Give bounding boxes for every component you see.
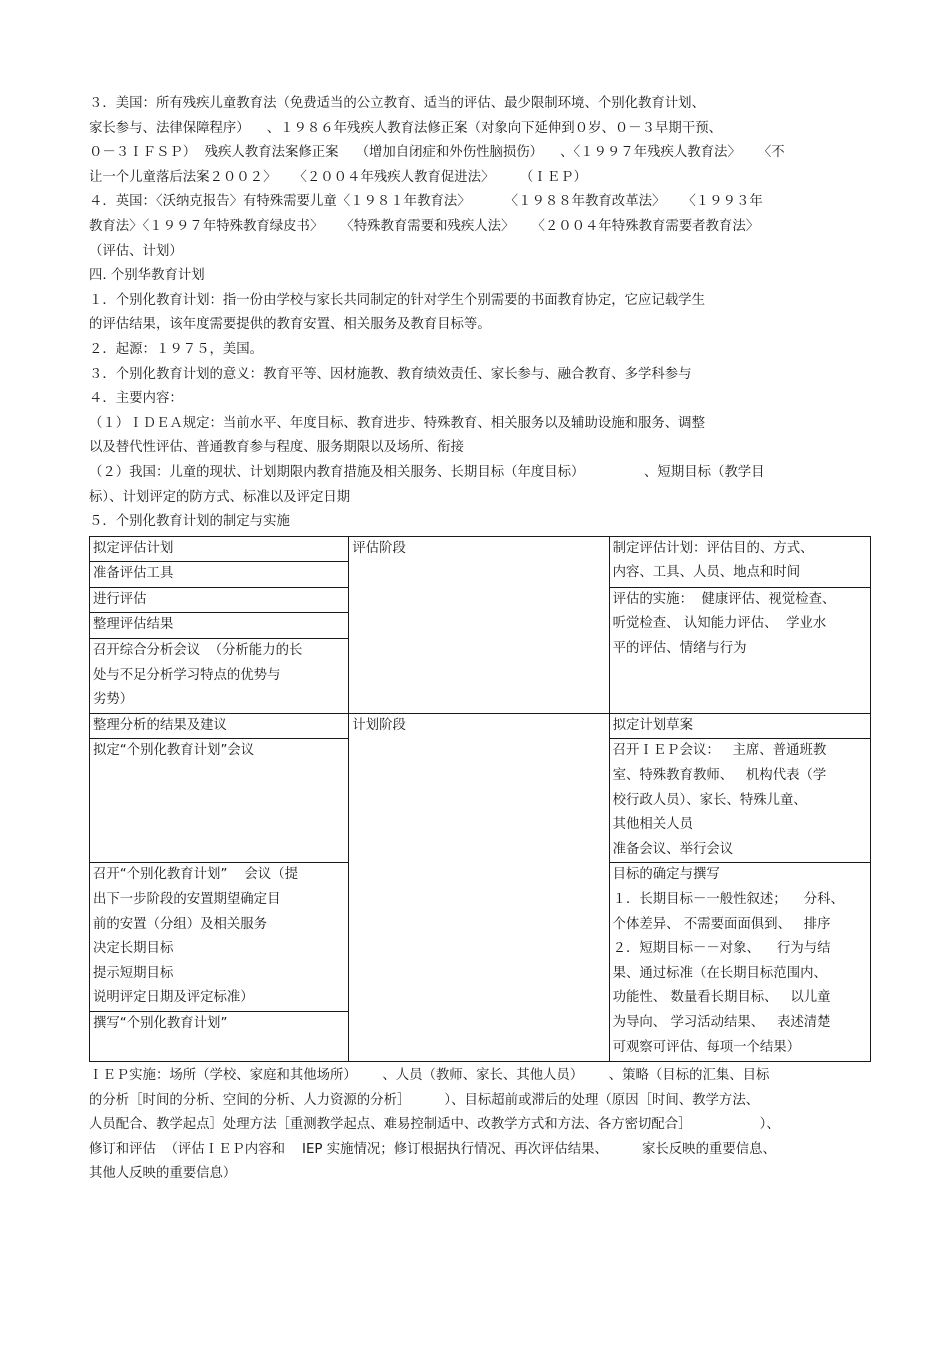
assess-step-cell: 准备评估工具 [90, 562, 349, 588]
implementation-section [89, 1064, 869, 1187]
text-line: ０－３ＩＦＳＰ） 残疾人教育法案修正案 （增加自闭症和外伤性脑损伤） 、〈１９９７年残疾人教育法〉 〈不 [89, 145, 785, 161]
text-line: ＩＥＰ实施：场所（学校、家庭和其他场所） 、人员（教师、家长、其他人员） 、策略（目标的汇集、目标 [89, 1068, 770, 1083]
text-line: 标）、计划评定的防方式、标准以及评定日期 [89, 489, 351, 505]
text-line: 修订和评估 （评估ＩＥＰ内容和 IEP 实施情况；修订根据执行情况、再次评估结果、 家长反映的重要信息、 [89, 1141, 776, 1157]
assess-step-cell: 进行评估 [90, 587, 349, 613]
text-line: （评估、计划） [89, 243, 183, 259]
plan-stage-cell: 计划阶段 [349, 713, 609, 1061]
plan-step-cell: 撰写“个别化教育计划” [90, 1012, 349, 1062]
text-line: 家长参与、法律保障程序） 、１９８６年残疾人教育法修正案（对象向下延伸到０岁、０－３早期干预、 [89, 120, 722, 136]
text-line: 的分析［时间的分析、空间的分析、人力资源的分析］ ）、目标超前或滞后的处理（原因［时间、教学方法、 [89, 1092, 760, 1108]
plan-detail-cell: 目标的确定与撰写 １．长期目标－一般性叙述； 分科、 个体差异、 不需要面面俱到、 排序 ２．短期目标－－对象、 行为与结 果、通过标准（在长期目标范围内、 功能性、 数量看长期目标、 以儿童 为导向、 学习活动结果、 表述清楚 可观察可评估、每项一个结果） [609, 863, 870, 1062]
intro-section [89, 92, 869, 535]
text-line: 其他人反映的重要信息） [89, 1166, 237, 1182]
text-line: ２．起源：１９７５，美国。 [89, 341, 264, 357]
text-line: ４．英国：〈沃纳克报告〉有特殊需要儿童〈１９８１年教育法〉 〈１９８８年教育改革法〉 〈１９９３年 [89, 194, 763, 210]
assess-stage-cell: 评估阶段 [349, 536, 609, 713]
iep-process-table [89, 536, 871, 1062]
text-line: （１）ＩＤＥＡ规定：当前水平、年度目标、教育进步、特殊教育、相关服务以及辅助设施和服务、调整 [89, 415, 705, 431]
text-line: 教育法〉〈１９９７年特殊教育绿皮书〉 〈特殊教育需要和残疾人法〉 〈２００４年特殊教育需要者教育法〉 [89, 218, 760, 234]
assess-step-cell: 整理评估结果 [90, 613, 349, 639]
plan-detail-cell: 召开ＩＥＰ会议： 主席、普通班教 室、特殊教育教师、 机构代表（学 校行政人员）、家长、特殊儿童、 其他相关人员 准备会议、举行会议 [609, 739, 870, 863]
text-line: 人员配合、教学起点］处理方法［重测教学起点、难易控制适中、改教学方式和方法、各方密切配合］ ）、 [89, 1117, 780, 1133]
text-line: １．个别化教育计划：指一份由学校与家长共同制定的针对学生个别需要的书面教育协定，它应记载学生 [89, 292, 705, 308]
document-page [89, 92, 869, 1187]
assess-step-cell: 召开综合分析会议 （分析能力的长 处与不足分析学习特点的优势与 劣势） [90, 639, 349, 714]
plan-detail-cell: 拟定计划草案 [609, 713, 870, 739]
text-line: 以及替代性评估、普通教育参与程度、服务期限以及场所、衔接 [89, 440, 464, 456]
text-line: ３．个别化教育计划的意义：教育平等、因材施教、教育绩效责任、家长参与、融合教育、多学科参与 [89, 366, 692, 382]
plan-step-cell: 召开“个别化教育计划” 会议（提 出下一步阶段的安置期望确定目 前的安置（分组）及相关服务 决定长期目标 提示短期目标 说明评定日期及评定标准） [90, 863, 349, 1012]
assess-step-cell: 拟定评估计划 [90, 536, 349, 562]
text-line: ３．美国：所有残疾儿童教育法（免费适当的公立教育、适当的评估、最少限制环境、个别化教育计划、 [89, 96, 705, 111]
text-line: ５．个别化教育计划的制定与实施 [89, 514, 290, 530]
text-line: ４．主要内容： [89, 391, 183, 407]
section-heading: 四. 个别华教育计划 [89, 268, 205, 284]
text-line: 让一个儿童落后法案２００２〉 〈２００４年残疾人教育促进法〉 （ＩＥＰ） [89, 169, 587, 185]
assess-detail-cell: 制定评估计划：评估目的、方式、 内容、工具、人员、地点和时间 [609, 536, 870, 587]
plan-step-cell: 整理分析的结果及建议 [90, 713, 349, 739]
text-line: （２）我国：儿童的现状、计划期限内教育措施及相关服务、长期目标（年度目标） 、短期目标（教学目 [89, 464, 765, 480]
plan-step-cell: 拟定“个别化教育计划”会议 [90, 739, 349, 863]
text-line: 的评估结果，该年度需要提供的教育安置、相关服务及教育目标等。 [89, 317, 491, 333]
assess-detail-cell: 评估的实施： 健康评估、视觉检查、 听觉检查、 认知能力评估、 学业水 平的评估、情绪与行为 [609, 587, 870, 713]
